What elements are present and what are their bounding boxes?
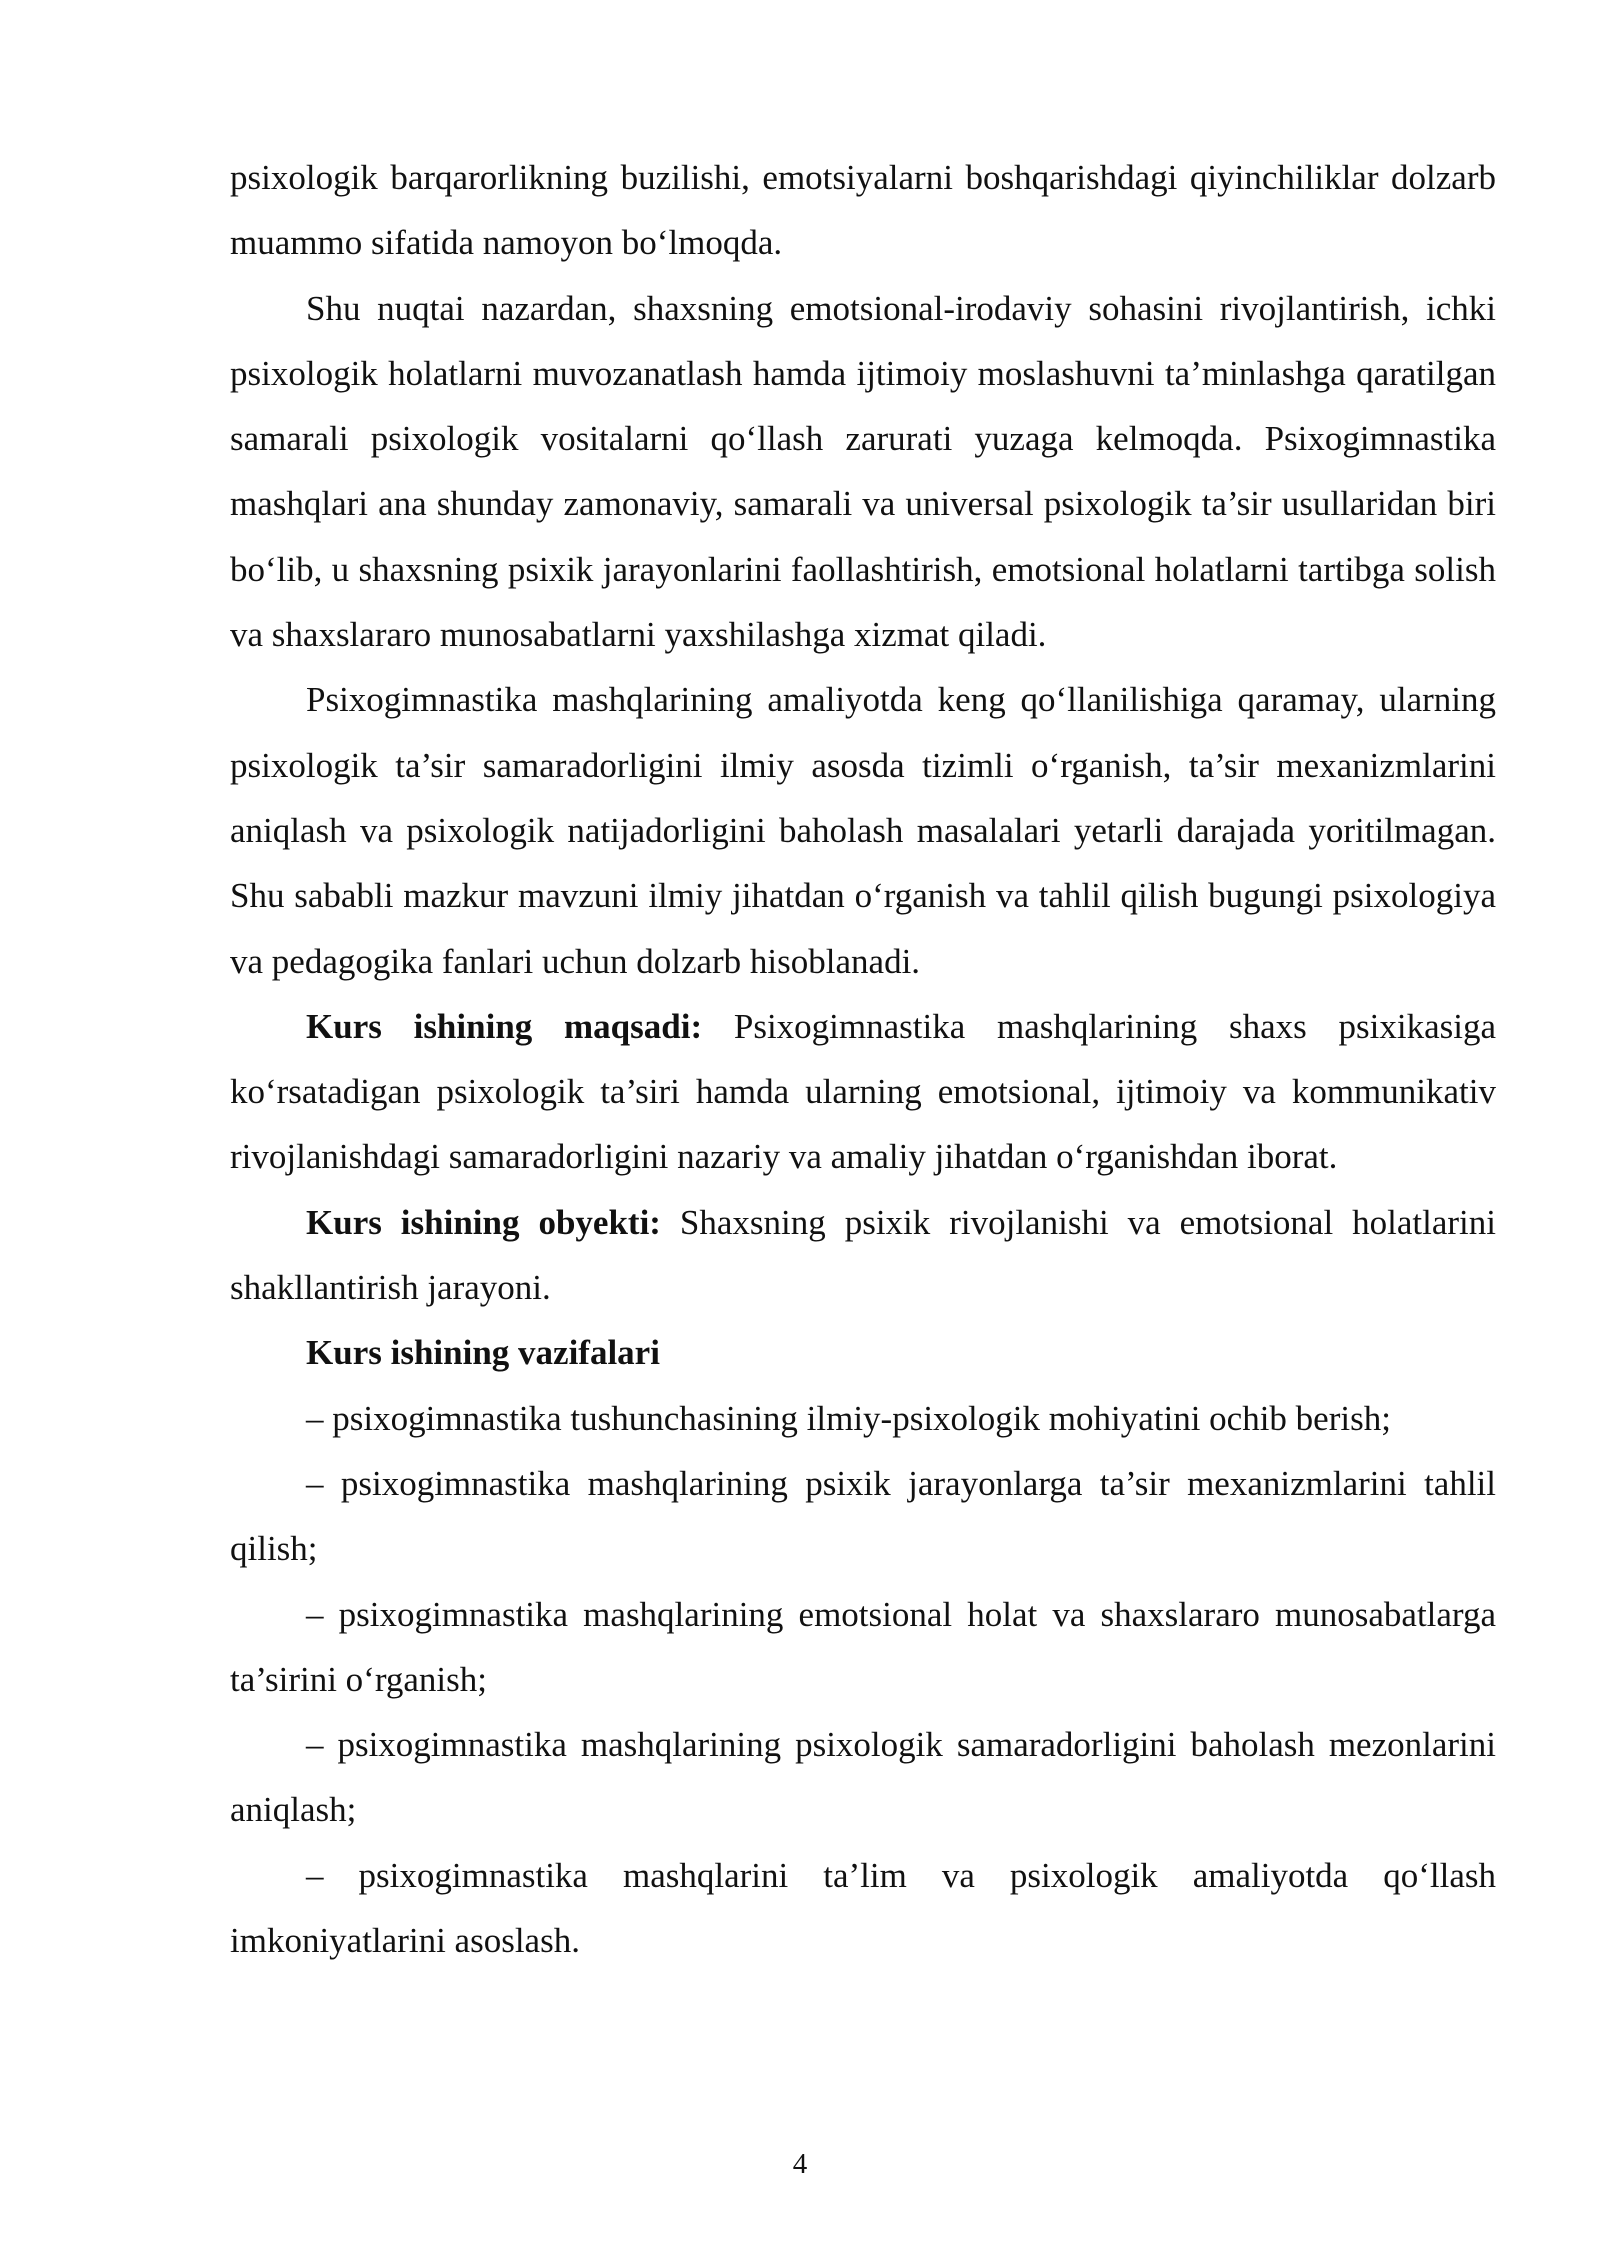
task-item: – psixogimnastika tushunchasining ilmiy-psixologik mohiyatini ochib berish;: [306, 1398, 1391, 1438]
paragraph-problem: Psixogimnastika mashqlarining amaliyotda keng qo‘llanilishiga qaramay, ularning psixologik ta’sir samaradorligini ilmiy asosda tizimli o‘rganish, ta’sir mexanizmlarini aniqlash va psixologik natijadorligini baholash masalalari yetarli darajada yoritilmagan. Shu sababli mazkur mavzuni ilmiy jihatdan o‘rganish va tahlil qilish bugungi psixologiya va pedagogika fanlari uchun dolzarb hisoblanadi.: [230, 680, 1496, 981]
task-item: – psixogimnastika mashqlarining psixologik samaradorligini baholash mezonlarini aniqlash;: [230, 1725, 1496, 1830]
task-item: – psixogimnastika mashqlarining psixik jarayonlarga ta’sir mexanizmlarini tahlil qilish;: [230, 1463, 1496, 1569]
object-label: Kurs ishining obyekti:: [306, 1202, 661, 1242]
paragraph-goal: [230, 994, 1496, 1190]
paragraph-continuation: psixologik barqarorlikning buzilishi, emotsiyalarni boshqarishdagi qiyinchiliklar dolzarb muammo sifatida namoyon bo‘lmoqda.: [230, 158, 1496, 263]
tasks-heading: [230, 1320, 1496, 1385]
task-item: – psixogimnastika mashqlarini ta’lim va psixologik amaliyotda qo‘llash imkoniyatlarini asoslash.: [230, 1855, 1496, 1961]
goal-label: Kurs ishining maqsadi:: [306, 1006, 703, 1046]
paragraph-relevance: Shu nuqtai nazardan, shaxsning emotsional-irodaviy sohasini rivojlantirish, ichki psixologik holatlarni muvozanatlash hamda ijtimoiy moslashuvni ta’minlashga qaratilgan samarali psixologik vositalarni qo‘llash zarurati yuzaga kelmoqda. Psixogimnastika mashqlari ana shunday zamonaviy, samarali va universal psixologik ta’sir usullaridan biri bo‘lib, u shaxsning psixik jarayonlarini faollashtirish, emotsional holatlarni tartibga solish va shaxslararo munosabatlarni yaxshilashga xizmat qiladi.: [230, 288, 1496, 655]
task-item: – psixogimnastika mashqlarining emotsional holat va shaxslararo munosabatlarga ta’sirini o‘rganish;: [230, 1594, 1496, 1699]
object-text: Shaxsning psixik rivojlanishi va emotsional holatlarini shakllantirish jarayoni.: [230, 1202, 1496, 1308]
paragraph-object: [230, 1190, 1496, 1321]
document-page: [230, 145, 1496, 1973]
tasks-heading-label: Kurs ishining vazifalari: [306, 1333, 660, 1373]
page-number: 4: [792, 2148, 808, 2180]
goal-text: Psixogimnastika mashqlarining shaxs psixikasiga ko‘rsatadigan psixologik ta’siri hamda ularning emotsional, ijtimoiy va kommunikativ rivojlanishdagi samaradorligini nazariy va amaliy jihatdan o‘rganishdan iborat.: [230, 1006, 1496, 1177]
